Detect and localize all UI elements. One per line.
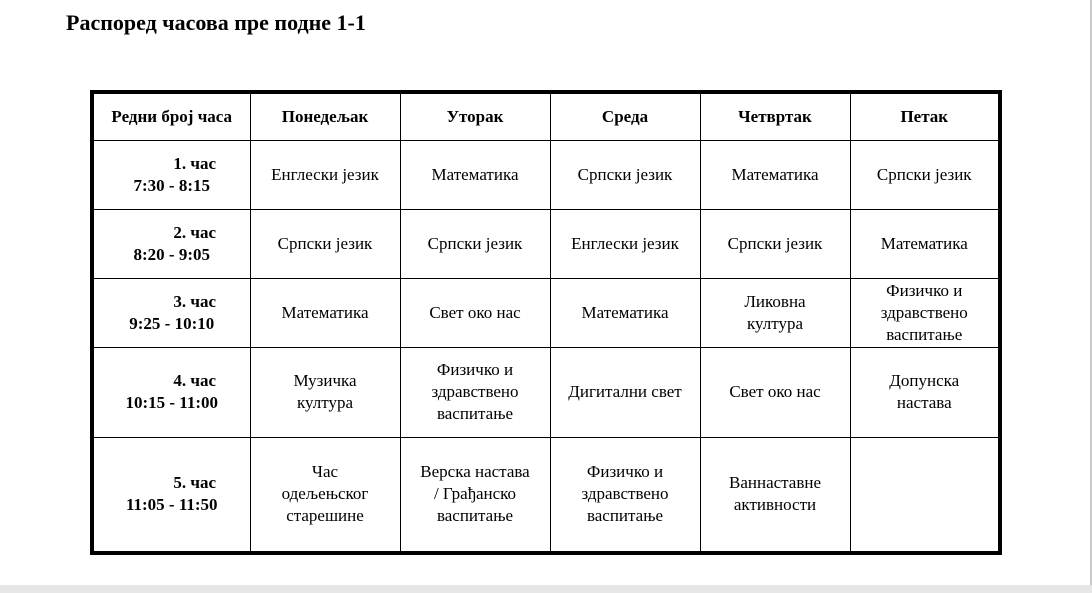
subject-cell: Математика xyxy=(400,140,550,209)
subject-cell: Физичко и здравствено васпитање xyxy=(850,278,1000,347)
period-label: 3. час xyxy=(173,291,217,311)
subject-cell: Математика xyxy=(550,278,700,347)
period-time: 9:25 - 10:10 xyxy=(129,313,215,333)
subject-cell: Свет око нас xyxy=(400,278,550,347)
page-title: Распоред часова пре подне 1-1 xyxy=(66,10,366,35)
period-label: 2. час xyxy=(173,222,217,242)
header-tuesday: Уторак xyxy=(400,92,550,140)
period-label: 4. час xyxy=(173,371,217,390)
subject-cell: Српски језик xyxy=(250,209,400,278)
period-time: 11:05 - 11:50 xyxy=(125,495,218,515)
subject-cell: Верска настава / Грађанско васпитање xyxy=(400,437,550,553)
header-thursday: Четвртак xyxy=(700,92,850,140)
subject-cell: Српски језик xyxy=(850,140,1000,209)
subject-cell: Час одељењског старешине xyxy=(250,437,400,553)
subject-cell: Српски језик xyxy=(700,209,850,278)
page-bottom-edge xyxy=(0,585,1092,593)
subject-cell: Ваннаставне активности xyxy=(700,437,850,553)
table-row xyxy=(92,140,1000,209)
subject-cell: Математика xyxy=(700,140,850,209)
subject-cell: Допунска настава xyxy=(850,347,1000,437)
subject-cell: Српски језик xyxy=(400,209,550,278)
subject-cell: Музичка култура xyxy=(250,347,400,437)
header-row xyxy=(92,92,1000,140)
subject-cell: Физичко и здравствено васпитање xyxy=(400,347,550,437)
timetable xyxy=(90,90,1002,555)
header-period-column: Редни број часа xyxy=(92,92,250,140)
subject-cell: Математика xyxy=(250,278,400,347)
period-label: 1. час xyxy=(173,153,217,173)
subject-cell: Српски језик xyxy=(550,140,700,209)
period-cell xyxy=(92,209,250,278)
header-monday: Понедељак xyxy=(250,92,400,140)
table-row xyxy=(92,278,1000,347)
subject-cell: Математика xyxy=(850,209,1000,278)
table-row xyxy=(92,209,1000,278)
subject-cell: Енглески језик xyxy=(250,140,400,209)
table-row xyxy=(92,347,1000,437)
subject-cell: Свет око нас xyxy=(700,347,850,437)
header-wednesday: Среда xyxy=(550,92,700,140)
subject-cell: Дигитални свет xyxy=(550,347,700,437)
period-cell xyxy=(92,278,250,347)
subject-cell: Енглески језик xyxy=(550,209,700,278)
header-friday: Петак xyxy=(850,92,1000,140)
period-cell xyxy=(92,437,250,553)
period-label: 5. час xyxy=(173,473,217,493)
subject-cell: Ликовна култура xyxy=(700,278,850,347)
subject-cell xyxy=(850,437,1000,553)
period-time: 10:15 - 11:00 xyxy=(125,393,219,412)
period-cell xyxy=(92,347,250,437)
period-time: 7:30 - 8:15 xyxy=(133,175,210,195)
period-time: 8:20 - 9:05 xyxy=(133,244,210,264)
table-row xyxy=(92,437,1000,553)
period-cell xyxy=(92,140,250,209)
subject-cell: Физичко и здравствено васпитање xyxy=(550,437,700,553)
